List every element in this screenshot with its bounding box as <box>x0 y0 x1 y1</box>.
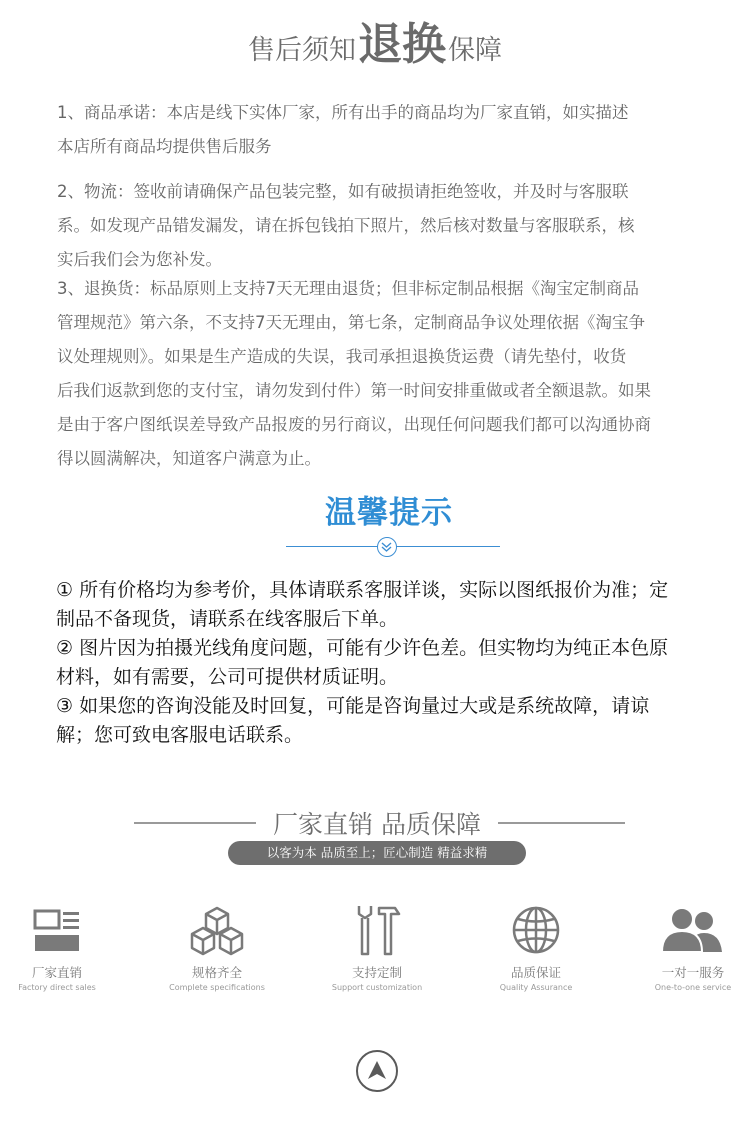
guarantee-title: 厂家直销 品质保障 <box>273 810 481 839</box>
policy-returns <box>57 272 697 476</box>
globe-icon <box>461 900 611 960</box>
chevron-down-icon <box>377 537 397 557</box>
feature-one-to-one <box>618 900 750 992</box>
tip-line: 制品不备现货，请联系在线客服后下单。 <box>56 608 399 630</box>
policy-line: 议处理规则》。如果是生产造成的失误，我司承担退换货运费（请先垫付，收货 <box>57 347 627 366</box>
policy-line: 3、退换货：标品原则上支持7天无理由退货；但非标定制品根据《淘宝定制商品 <box>57 279 639 298</box>
policy-line: 1、商品承诺：本店是线下实体厂家，所有出手的商品均为厂家直销，如实描述 <box>57 103 629 122</box>
tools-icon <box>302 900 452 960</box>
feature-sublabel: Complete specifications <box>169 983 265 992</box>
guarantee-divider-left <box>134 822 256 824</box>
factory-icon <box>0 900 132 960</box>
title-left: 售后须知 <box>248 35 356 66</box>
feature-sublabel: Support customization <box>331 983 423 992</box>
policy-line: 得以圆满解决，知道客户满意为止。 <box>57 449 321 468</box>
feature-label: 品质保证 <box>510 965 561 980</box>
feature-sublabel: One-to-one service <box>654 983 732 992</box>
policy-logistics <box>57 175 697 277</box>
users-icon <box>618 900 750 960</box>
policy-line: 管理规范》第六条，不支持7天无理由，第七条，定制商品争议处理依据《淘宝争 <box>57 313 645 332</box>
feature-quality <box>461 900 611 992</box>
policy-line: 是由于客户图纸误差导致产品报废的另行商议，出现任何问题我们都可以沟通协商 <box>57 415 651 434</box>
feature-sublabel: Factory direct sales <box>18 983 96 992</box>
feature-label: 规格齐全 <box>191 965 242 980</box>
feature-factory-direct <box>0 900 132 992</box>
guarantee-slogan: 以客为本 品质至上；匠心制造 精益求精 <box>228 841 526 865</box>
title-right: 保障 <box>448 35 502 66</box>
tip-line: ① 所有价格均为参考价，具体请联系客服详谈，实际以图纸报价为准；定 <box>56 579 669 601</box>
policy-line: 系。如发现产品错发漏发，请在拆包钱拍下照片，然后核对数量与客服联系，核 <box>57 216 635 235</box>
policy-line: 2、物流：签收前请确保产品包装完整，如有破损请拒绝签收，并及时与客服联 <box>57 182 629 201</box>
policy-line: 实后我们会为您补发。 <box>57 250 222 269</box>
guarantee-divider-right <box>498 822 625 824</box>
title-bold: 退换 <box>358 19 446 70</box>
back-to-top-button[interactable] <box>356 1050 398 1092</box>
tip-line: 材料，如有需要，公司可提供材质证明。 <box>56 666 399 688</box>
tip-line: 解；您可致电客服电话联系。 <box>56 724 304 746</box>
feature-label: 厂家直销 <box>31 965 82 980</box>
policy-line: 后我们返款到您的支付宝，请勿发到付件）第一时间安排重做或者全额退款。如果 <box>57 381 651 400</box>
policy-line: 本店所有商品均提供售后服务 <box>57 137 272 156</box>
feature-specifications <box>142 900 292 992</box>
arrow-up-icon <box>366 1059 388 1083</box>
feature-label: 一对一服务 <box>661 965 725 980</box>
feature-sublabel: Quality Assurance <box>499 983 573 992</box>
tips-list <box>56 576 726 750</box>
page-title <box>0 8 750 72</box>
boxes-icon <box>142 900 292 960</box>
tip-line: ③ 如果您的咨询没能及时回复，可能是咨询量过大或是系统故障，请谅 <box>56 695 650 717</box>
policy-commitment <box>57 96 697 164</box>
tips-title: 温馨提示 <box>325 495 453 531</box>
feature-customization <box>302 900 452 992</box>
feature-label: 支持定制 <box>351 965 402 980</box>
tip-line: ② 图片因为拍摄光线角度问题，可能有少许色差。但实物均为纯正本色原 <box>56 637 669 659</box>
